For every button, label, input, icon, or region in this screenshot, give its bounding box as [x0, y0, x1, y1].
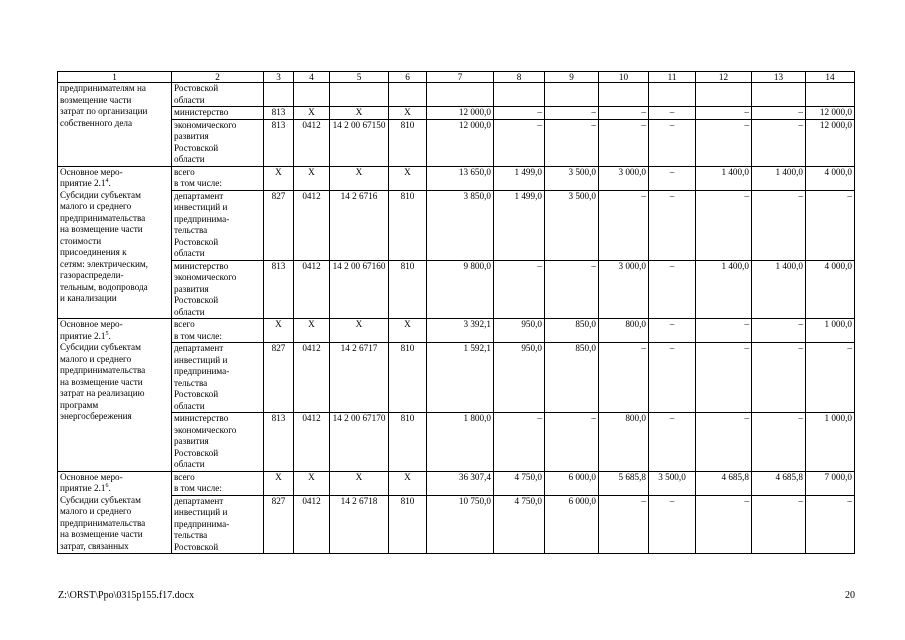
value-cell-c3: X — [264, 319, 294, 343]
value-cell-c14: 4 000,0 — [806, 166, 855, 190]
value-cell-c8: 950,0 — [494, 343, 545, 413]
value-cell-c9: 3 500,0 — [545, 166, 599, 190]
value-cell-c9: – — [545, 260, 599, 319]
table-row — [58, 413, 855, 472]
value-cell-c6 — [389, 83, 427, 107]
value-cell-c7 — [427, 83, 494, 107]
value-cell-c12: 4 685,8 — [696, 471, 752, 495]
value-cell-c6: X — [389, 107, 427, 120]
value-cell-c5: X — [330, 319, 389, 343]
value-cell-c6: 810 — [389, 343, 427, 413]
value-cell-c4: X — [294, 471, 330, 495]
value-cell-c5: 14 2 00 67160 — [330, 260, 389, 319]
value-cell-c7: 13 650,0 — [427, 166, 494, 190]
value-cell-c7: 9 800,0 — [427, 260, 494, 319]
executor-cell: министерство экономического развития Ростовской области — [172, 260, 264, 319]
value-cell-c7: 1 800,0 — [427, 413, 494, 472]
value-cell-c12: – — [696, 107, 752, 120]
column-header: 5 — [330, 72, 389, 83]
executor-cell: департамент инвестиций и предпринима- тельства Ростовской — [172, 495, 264, 554]
value-cell-c13: 1 400,0 — [752, 260, 806, 319]
value-cell-c11 — [649, 83, 696, 107]
value-cell-c8: 4 750,0 — [494, 471, 545, 495]
value-cell-c4: X — [294, 319, 330, 343]
value-cell-c3: 827 — [264, 495, 294, 554]
value-cell-c14: 12 000,0 — [806, 107, 855, 120]
budget-table — [57, 71, 855, 554]
value-cell-c11: 3 500,0 — [649, 471, 696, 495]
value-cell-c12: – — [696, 190, 752, 260]
value-cell-c3: 827 — [264, 190, 294, 260]
value-cell-c10: – — [599, 107, 649, 120]
column-header: 14 — [806, 72, 855, 83]
value-cell-c14 — [806, 83, 855, 107]
value-cell-c3 — [264, 83, 294, 107]
table-row — [58, 190, 855, 260]
value-cell-c11: – — [649, 343, 696, 413]
value-cell-c7: 12 000,0 — [427, 107, 494, 120]
value-cell-c5: X — [330, 471, 389, 495]
value-cell-c13: – — [752, 343, 806, 413]
value-cell-c13: – — [752, 319, 806, 343]
value-cell-c4: 0412 — [294, 343, 330, 413]
value-cell-c12: – — [696, 495, 752, 554]
column-header: 4 — [294, 72, 330, 83]
value-cell-c8: 1 499,0 — [494, 190, 545, 260]
value-cell-c6: X — [389, 319, 427, 343]
value-cell-c3: 813 — [264, 107, 294, 120]
value-cell-c12 — [696, 83, 752, 107]
value-cell-c13: – — [752, 119, 806, 166]
value-cell-c4: 0412 — [294, 495, 330, 554]
value-cell-c11: – — [649, 190, 696, 260]
value-cell-c7: 3 392,1 — [427, 319, 494, 343]
column-header: 13 — [752, 72, 806, 83]
document-path: Z:\ORST\Ppo\0315p155.f17.docx — [58, 590, 195, 601]
value-cell-c13: – — [752, 107, 806, 120]
table-row — [58, 471, 855, 495]
value-cell-c10: 800,0 — [599, 319, 649, 343]
value-cell-c5: 14 2 6718 — [330, 495, 389, 554]
activity-description — [58, 166, 172, 319]
value-cell-c9: – — [545, 119, 599, 166]
value-cell-c14: – — [806, 495, 855, 554]
value-cell-c12: – — [696, 119, 752, 166]
table-body — [58, 83, 855, 554]
value-cell-c9: 6 000,0 — [545, 471, 599, 495]
activity-details: . Субсидии субъектам малого и среднего предпринимательства на возмещение части затрат на реализацию программ энергосбережения — [60, 330, 146, 421]
value-cell-c10: 3 000,0 — [599, 260, 649, 319]
executor-cell: всего в том числе: — [172, 319, 264, 343]
executor-cell: экономического развития Ростовской области — [172, 119, 264, 166]
value-cell-c5: 14 2 6716 — [330, 190, 389, 260]
value-cell-c3: X — [264, 166, 294, 190]
value-cell-c11: – — [649, 413, 696, 472]
value-cell-c4: X — [294, 107, 330, 120]
column-header: 7 — [427, 72, 494, 83]
value-cell-c10: – — [599, 495, 649, 554]
table-row — [58, 107, 855, 120]
activity-title: Основное меро- приятие 2.1 — [60, 319, 123, 341]
value-cell-c3: X — [264, 471, 294, 495]
value-cell-c11: – — [649, 260, 696, 319]
value-cell-c9 — [545, 83, 599, 107]
column-header: 6 — [389, 72, 427, 83]
value-cell-c10: 800,0 — [599, 413, 649, 472]
footnote-marker: 4 — [105, 177, 109, 184]
value-cell-c12: – — [696, 319, 752, 343]
value-cell-c8 — [494, 83, 545, 107]
value-cell-c8: 1 499,0 — [494, 166, 545, 190]
value-cell-c13: – — [752, 413, 806, 472]
value-cell-c8: – — [494, 107, 545, 120]
value-cell-c5 — [330, 83, 389, 107]
value-cell-c6: X — [389, 471, 427, 495]
table-row — [58, 495, 855, 554]
value-cell-c3: 813 — [264, 413, 294, 472]
value-cell-c3: 827 — [264, 343, 294, 413]
value-cell-c6: X — [389, 166, 427, 190]
column-header: 3 — [264, 72, 294, 83]
value-cell-c8: – — [494, 119, 545, 166]
executor-cell: министерство экономического развития Ростовской области — [172, 413, 264, 472]
activity-details: . Субсидии субъектам малого и среднего предпринимательства на возмещение части стоимости присоединения к сетям: электрическим, газораспредели- тельным, водопровода и канализации — [60, 178, 148, 303]
value-cell-c14: 1 000,0 — [806, 319, 855, 343]
value-cell-c9: 3 500,0 — [545, 190, 599, 260]
value-cell-c9: 6 000,0 — [545, 495, 599, 554]
value-cell-c5: 14 2 00 67150 — [330, 119, 389, 166]
value-cell-c6: 810 — [389, 495, 427, 554]
value-cell-c4: 0412 — [294, 190, 330, 260]
value-cell-c12: – — [696, 343, 752, 413]
value-cell-c3: 813 — [264, 260, 294, 319]
value-cell-c10: – — [599, 119, 649, 166]
value-cell-c14: 7 000,0 — [806, 471, 855, 495]
value-cell-c9: 850,0 — [545, 343, 599, 413]
activity-description — [58, 319, 172, 472]
executor-cell: Ростовской области — [172, 83, 264, 107]
value-cell-c10 — [599, 83, 649, 107]
value-cell-c12: – — [696, 413, 752, 472]
column-header: 2 — [172, 72, 264, 83]
executor-cell: министерство — [172, 107, 264, 120]
value-cell-c11: – — [649, 319, 696, 343]
activity-description — [58, 471, 172, 554]
value-cell-c6: 810 — [389, 190, 427, 260]
value-cell-c4: 0412 — [294, 260, 330, 319]
value-cell-c6: 810 — [389, 119, 427, 166]
value-cell-c13: – — [752, 190, 806, 260]
value-cell-c7: 36 307,4 — [427, 471, 494, 495]
value-cell-c13 — [752, 83, 806, 107]
table-header-row — [58, 72, 855, 83]
footnote-marker: 5 — [105, 330, 109, 337]
value-cell-c11: – — [649, 107, 696, 120]
value-cell-c7: 1 592,1 — [427, 343, 494, 413]
table-row — [58, 343, 855, 413]
value-cell-c3: 813 — [264, 119, 294, 166]
table-row — [58, 260, 855, 319]
value-cell-c8: 950,0 — [494, 319, 545, 343]
value-cell-c13: – — [752, 495, 806, 554]
value-cell-c14: – — [806, 190, 855, 260]
executor-cell: департамент инвестиций и предпринима- тельства Ростовской области — [172, 343, 264, 413]
value-cell-c7: 3 850,0 — [427, 190, 494, 260]
column-header: 10 — [599, 72, 649, 83]
value-cell-c12: 1 400,0 — [696, 260, 752, 319]
value-cell-c10: 5 685,8 — [599, 471, 649, 495]
value-cell-c10: – — [599, 343, 649, 413]
value-cell-c9: – — [545, 413, 599, 472]
value-cell-c14: 1 000,0 — [806, 413, 855, 472]
value-cell-c7: 10 750,0 — [427, 495, 494, 554]
value-cell-c6: 810 — [389, 413, 427, 472]
value-cell-c14: 12 000,0 — [806, 119, 855, 166]
column-header: 1 — [58, 72, 172, 83]
column-header: 11 — [649, 72, 696, 83]
value-cell-c4: X — [294, 166, 330, 190]
value-cell-c13: 1 400,0 — [752, 166, 806, 190]
value-cell-c14: – — [806, 343, 855, 413]
value-cell-c5: 14 2 6717 — [330, 343, 389, 413]
value-cell-c8: – — [494, 260, 545, 319]
table-row — [58, 319, 855, 343]
value-cell-c5: X — [330, 107, 389, 120]
table-row — [58, 83, 855, 107]
value-cell-c9: – — [545, 107, 599, 120]
value-cell-c4: 0412 — [294, 413, 330, 472]
value-cell-c13: 4 685,8 — [752, 471, 806, 495]
value-cell-c6: 810 — [389, 260, 427, 319]
page-number: 20 — [845, 590, 855, 601]
value-cell-c4 — [294, 83, 330, 107]
value-cell-c5: X — [330, 166, 389, 190]
value-cell-c7: 12 000,0 — [427, 119, 494, 166]
table-row — [58, 166, 855, 190]
value-cell-c10: 3 000,0 — [599, 166, 649, 190]
value-cell-c14: 4 000,0 — [806, 260, 855, 319]
value-cell-c11: – — [649, 166, 696, 190]
value-cell-c11: – — [649, 119, 696, 166]
value-cell-c8: – — [494, 413, 545, 472]
value-cell-c9: 850,0 — [545, 319, 599, 343]
executor-cell: всего в том числе: — [172, 166, 264, 190]
activity-details: . Субсидии субъектам малого и среднего предпринимательства на возмещение части затрат, связанных — [60, 483, 146, 551]
value-cell-c4: 0412 — [294, 119, 330, 166]
column-header: 12 — [696, 72, 752, 83]
activity-description — [58, 83, 172, 167]
value-cell-c12: 1 400,0 — [696, 166, 752, 190]
activity-title: Основное меро- приятие 2.1 — [60, 166, 123, 188]
executor-cell: департамент инвестиций и предпринима- тельства Ростовской области — [172, 190, 264, 260]
activity-title: Основное меро- приятие 2.1 — [60, 471, 123, 493]
column-header: 8 — [494, 72, 545, 83]
value-cell-c11: – — [649, 495, 696, 554]
value-cell-c10: – — [599, 190, 649, 260]
column-header: 9 — [545, 72, 599, 83]
activity-title: предпринимателям на возмещение части затрат по организации собственного дела — [60, 83, 148, 128]
table-row — [58, 119, 855, 166]
footnote-marker: 6 — [105, 482, 109, 489]
value-cell-c5: 14 2 00 67170 — [330, 413, 389, 472]
value-cell-c8: 4 750,0 — [494, 495, 545, 554]
executor-cell: всего в том числе: — [172, 471, 264, 495]
